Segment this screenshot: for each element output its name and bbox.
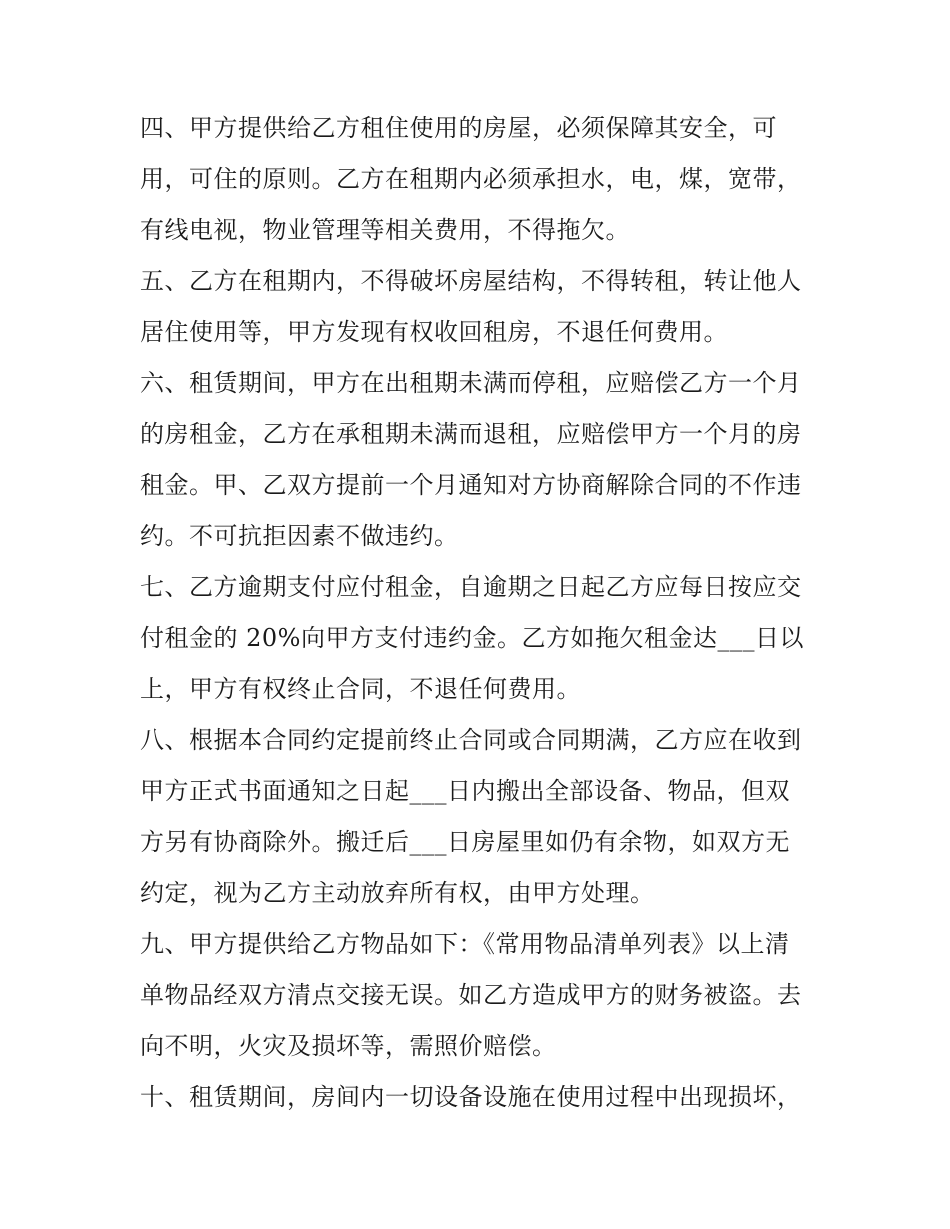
clause-10-paragraph: [140, 1072, 830, 1123]
clause-9-paragraph: [140, 919, 830, 1072]
text-line: 甲方正式书面通知之日起___日内搬出全部设备、物品，但双: [140, 777, 790, 805]
text-line: 向不明，火灾及损坏等，需照价赔偿。: [140, 1032, 557, 1060]
text-line: 居住使用等，甲方发现有权收回租房，不退任何费用。: [140, 318, 728, 346]
text-line: 单物品经双方清点交接无误。如乙方造成甲方的财务被盗。去: [140, 981, 802, 1009]
text-line: 六、租赁期间，甲方在出租期未满而停租，应赔偿乙方一个月: [140, 369, 802, 397]
text-line: 上，甲方有权终止合同，不退任何费用。: [140, 675, 581, 703]
text-line: 七、乙方逾期支付应付租金，自逾期之日起乙方应每日按应交: [140, 573, 802, 601]
clause-7-paragraph: [140, 562, 830, 715]
text-line: 约定，视为乙方主动放弃所有权，由甲方处理。: [140, 879, 655, 907]
text-line: 方另有协商除外。搬迁后___日房屋里如仍有余物，如双方无: [140, 828, 790, 856]
text-line: 的房租金，乙方在承租期未满而退租，应赔偿甲方一个月的房: [140, 420, 802, 448]
text-line: 八、根据本合同约定提前终止合同或合同期满，乙方应在收到: [140, 726, 802, 754]
text-line: 四、甲方提供给乙方租住使用的房屋，必须保障其安全，可: [140, 114, 777, 142]
contract-body: [140, 103, 830, 1123]
text-line: 租金。甲、乙双方提前一个月通知对方协商解除合同的不作违: [140, 471, 802, 499]
text-line: 付租金的 20%向甲方支付违约金。乙方如拖欠租金达___日以: [140, 624, 804, 652]
clause-5-paragraph: [140, 256, 830, 358]
clause-6-paragraph: [140, 358, 830, 562]
text-line: 用，可住的原则。乙方在租期内必须承担水，电，煤，宽带，: [140, 165, 802, 193]
text-line: 有线电视，物业管理等相关费用，不得拖欠。: [140, 216, 630, 244]
clause-4-paragraph: [140, 103, 830, 256]
text-line: 十、租赁期间，房间内一切设备设施在使用过程中出现损坏，: [140, 1083, 802, 1111]
text-line: 五、乙方在租期内，不得破坏房屋结构，不得转租，转让他人: [140, 267, 802, 295]
clause-8-paragraph: [140, 715, 830, 919]
text-line: 九、甲方提供给乙方物品如下：《常用物品清单列表》以上清: [140, 930, 790, 958]
text-line: 约。不可抗拒因素不做违约。: [140, 522, 459, 550]
